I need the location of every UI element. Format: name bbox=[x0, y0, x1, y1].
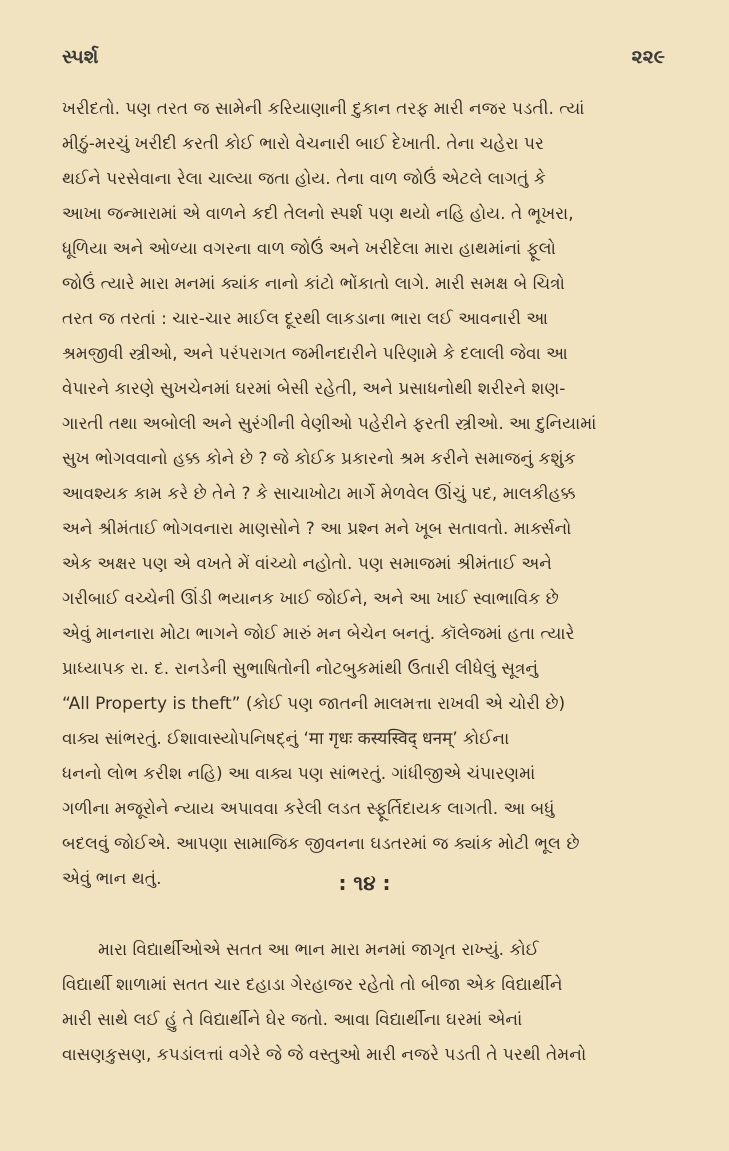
text-line: મારા વિદ્યાર્થીઓએ સતત આ ભાન મારા મનમાં જાગૃત રાખ્યું. કોઈ bbox=[98, 940, 539, 960]
paragraph-continued bbox=[62, 92, 670, 897]
text-line: વાક્ય સાંભરતું. ઈશાવાસ્યોપનિષદ્નું ‘मा गृधः कस्यस्विद् धनम्’ કોઈના bbox=[62, 729, 510, 749]
section-number: : ૧૪ : bbox=[338, 871, 391, 895]
text-line: વેપારને કારણે સુખચેનમાં ઘરમાં બેસી રહેતી, અને પ્રસાધનોથી શરીરને શણ- bbox=[62, 379, 566, 399]
text-line: ધૂળિયા અને ઓળ્યા વગરના વાળ જોઉં અને ખરીદેલા મારા હાથમાંનાં ફૂલો bbox=[62, 239, 556, 259]
text-line: ગળીના મજૂરોને ન્યાય અપાવવા કરેલી લડત સ્ફૂર્તિદાયક લાગતી. આ બધું bbox=[62, 799, 555, 819]
text-line: બદલવું જોઈએ. આપણા સામાજિક જીવનના ઘડતરમાં જ ક્યાંક મોટી ભૂલ છે bbox=[62, 834, 580, 854]
text-line: ગરીબાઈ વચ્ચેની ઊંડી ભયાનક ખાઈ જોઈને, અને આ ખાઈ સ્વાભાવિક છે bbox=[62, 589, 559, 609]
text-line: મીઠું-મરચું ખરીદી કરતી કોઈ ભારો વેચનારી બાઈ દેખાતી. તેના ચહેરા પર bbox=[62, 134, 544, 154]
text-line: થઈને પરસેવાના રેલા ચાલ્યા જતા હોય. તેના વાળ જોઉં એટલે લાગતું કે bbox=[62, 169, 546, 189]
text-line: અને શ્રીમંતાઈ ભોગવનારા માણસોને ? આ પ્રશ્ન મને ખૂબ સતાવતો. માર્ક્સનો bbox=[62, 519, 572, 539]
text-line: ધનનો લોભ કરીશ નહિ) આ વાક્ય પણ સાંભરતું. ગાંધીજીએ ચંપારણમાં bbox=[62, 764, 536, 784]
text-line: એવું માનનારા મોટા ભાગને જોઈ મારું મન બેચેન બનતું. કૉલેજમાં હતા ત્યારે bbox=[62, 624, 575, 644]
text-line: એવું ભાન થતું. bbox=[62, 869, 162, 889]
paragraph-new-section bbox=[62, 933, 670, 1073]
text-line: વિદ્યાર્થી શાળામાં સતત ચાર દહાડા ગેરહાજર રહેતો તો બીજા એક વિદ્યાર્થીને bbox=[62, 975, 563, 995]
text-line: આવશ્યક કામ કરે છે તેને ? કે સાચાખોટા માર્ગે મેળવેલ ઊંચું પદ, માલકીહક્ક bbox=[62, 484, 576, 504]
running-header: સ્પર્શ bbox=[62, 46, 99, 68]
text-line: સુખ ભોગવવાનો હક્ક કોને છે ? જે કોઈક પ્રકારનો શ્રમ કરીને સમાજનું કશુંક bbox=[62, 449, 576, 469]
page-number: ૨૨૯ bbox=[631, 46, 665, 68]
text-line: મારી સાથે લઈ હું તે વિદ્યાર્થીને ઘેર જતો. આવા વિદ્યાર્થીના ઘરમાં એનાં bbox=[62, 1010, 523, 1030]
text-line: શ્રમજીવી સ્ત્રીઓ, અને પરંપરાગત જમીનદારીને પરિણામે કે દલાલી જેવા આ bbox=[62, 344, 568, 364]
text-line: ગારતી તથા અબોલી અને સુરંગીની વેણીઓ પહેરીને ફરતી સ્ત્રીઓ. આ દુનિયામાં bbox=[62, 414, 597, 434]
text-line: પ્રાધ્યાપક રા. દ. રાનડેની સુભાષિતોની નોટબુકમાંથી ઉતારી લીધેલું સૂત્રનું bbox=[62, 659, 539, 679]
text-line: “All Property is theft” (કોઈ પણ જાતની માલમત્તા રાખવી એ ચોરી છે) bbox=[62, 694, 566, 714]
text-line: જોઉં ત્યારે મારા મનમાં ક્યાંક નાનો કાંટો ભોંકાતો લાગે. મારી સમક્ષ બે ચિત્રો bbox=[62, 274, 565, 294]
text-line: વાસણકુસણ, કપડાંલત્તાં વગેરે જે જે વસ્તુઓ મારી નજરે પડતી તે પરથી તેમનો bbox=[62, 1045, 587, 1065]
text-line: ખરીદતો. પણ તરત જ સામેની કરિયાણાની દુકાન તરફ મારી નજર પડતી. ત્યાં bbox=[62, 99, 585, 119]
text-line: તરત જ તરતાં : ચાર-ચાર માઈલ દૂરથી લાકડાના ભારા લઈ આવનારી આ bbox=[62, 309, 549, 329]
text-line: આખા જન્મારામાં એ વાળને કદી તેલનો સ્પર્શ પણ થયો નહિ હોય. તે ભૂખરા, bbox=[62, 204, 574, 224]
text-line: એક અક્ષર પણ એ વખતે મેં વાંચ્યો નહોતો. પણ સમાજમાં શ્રીમંતાઈ અને bbox=[62, 554, 552, 574]
